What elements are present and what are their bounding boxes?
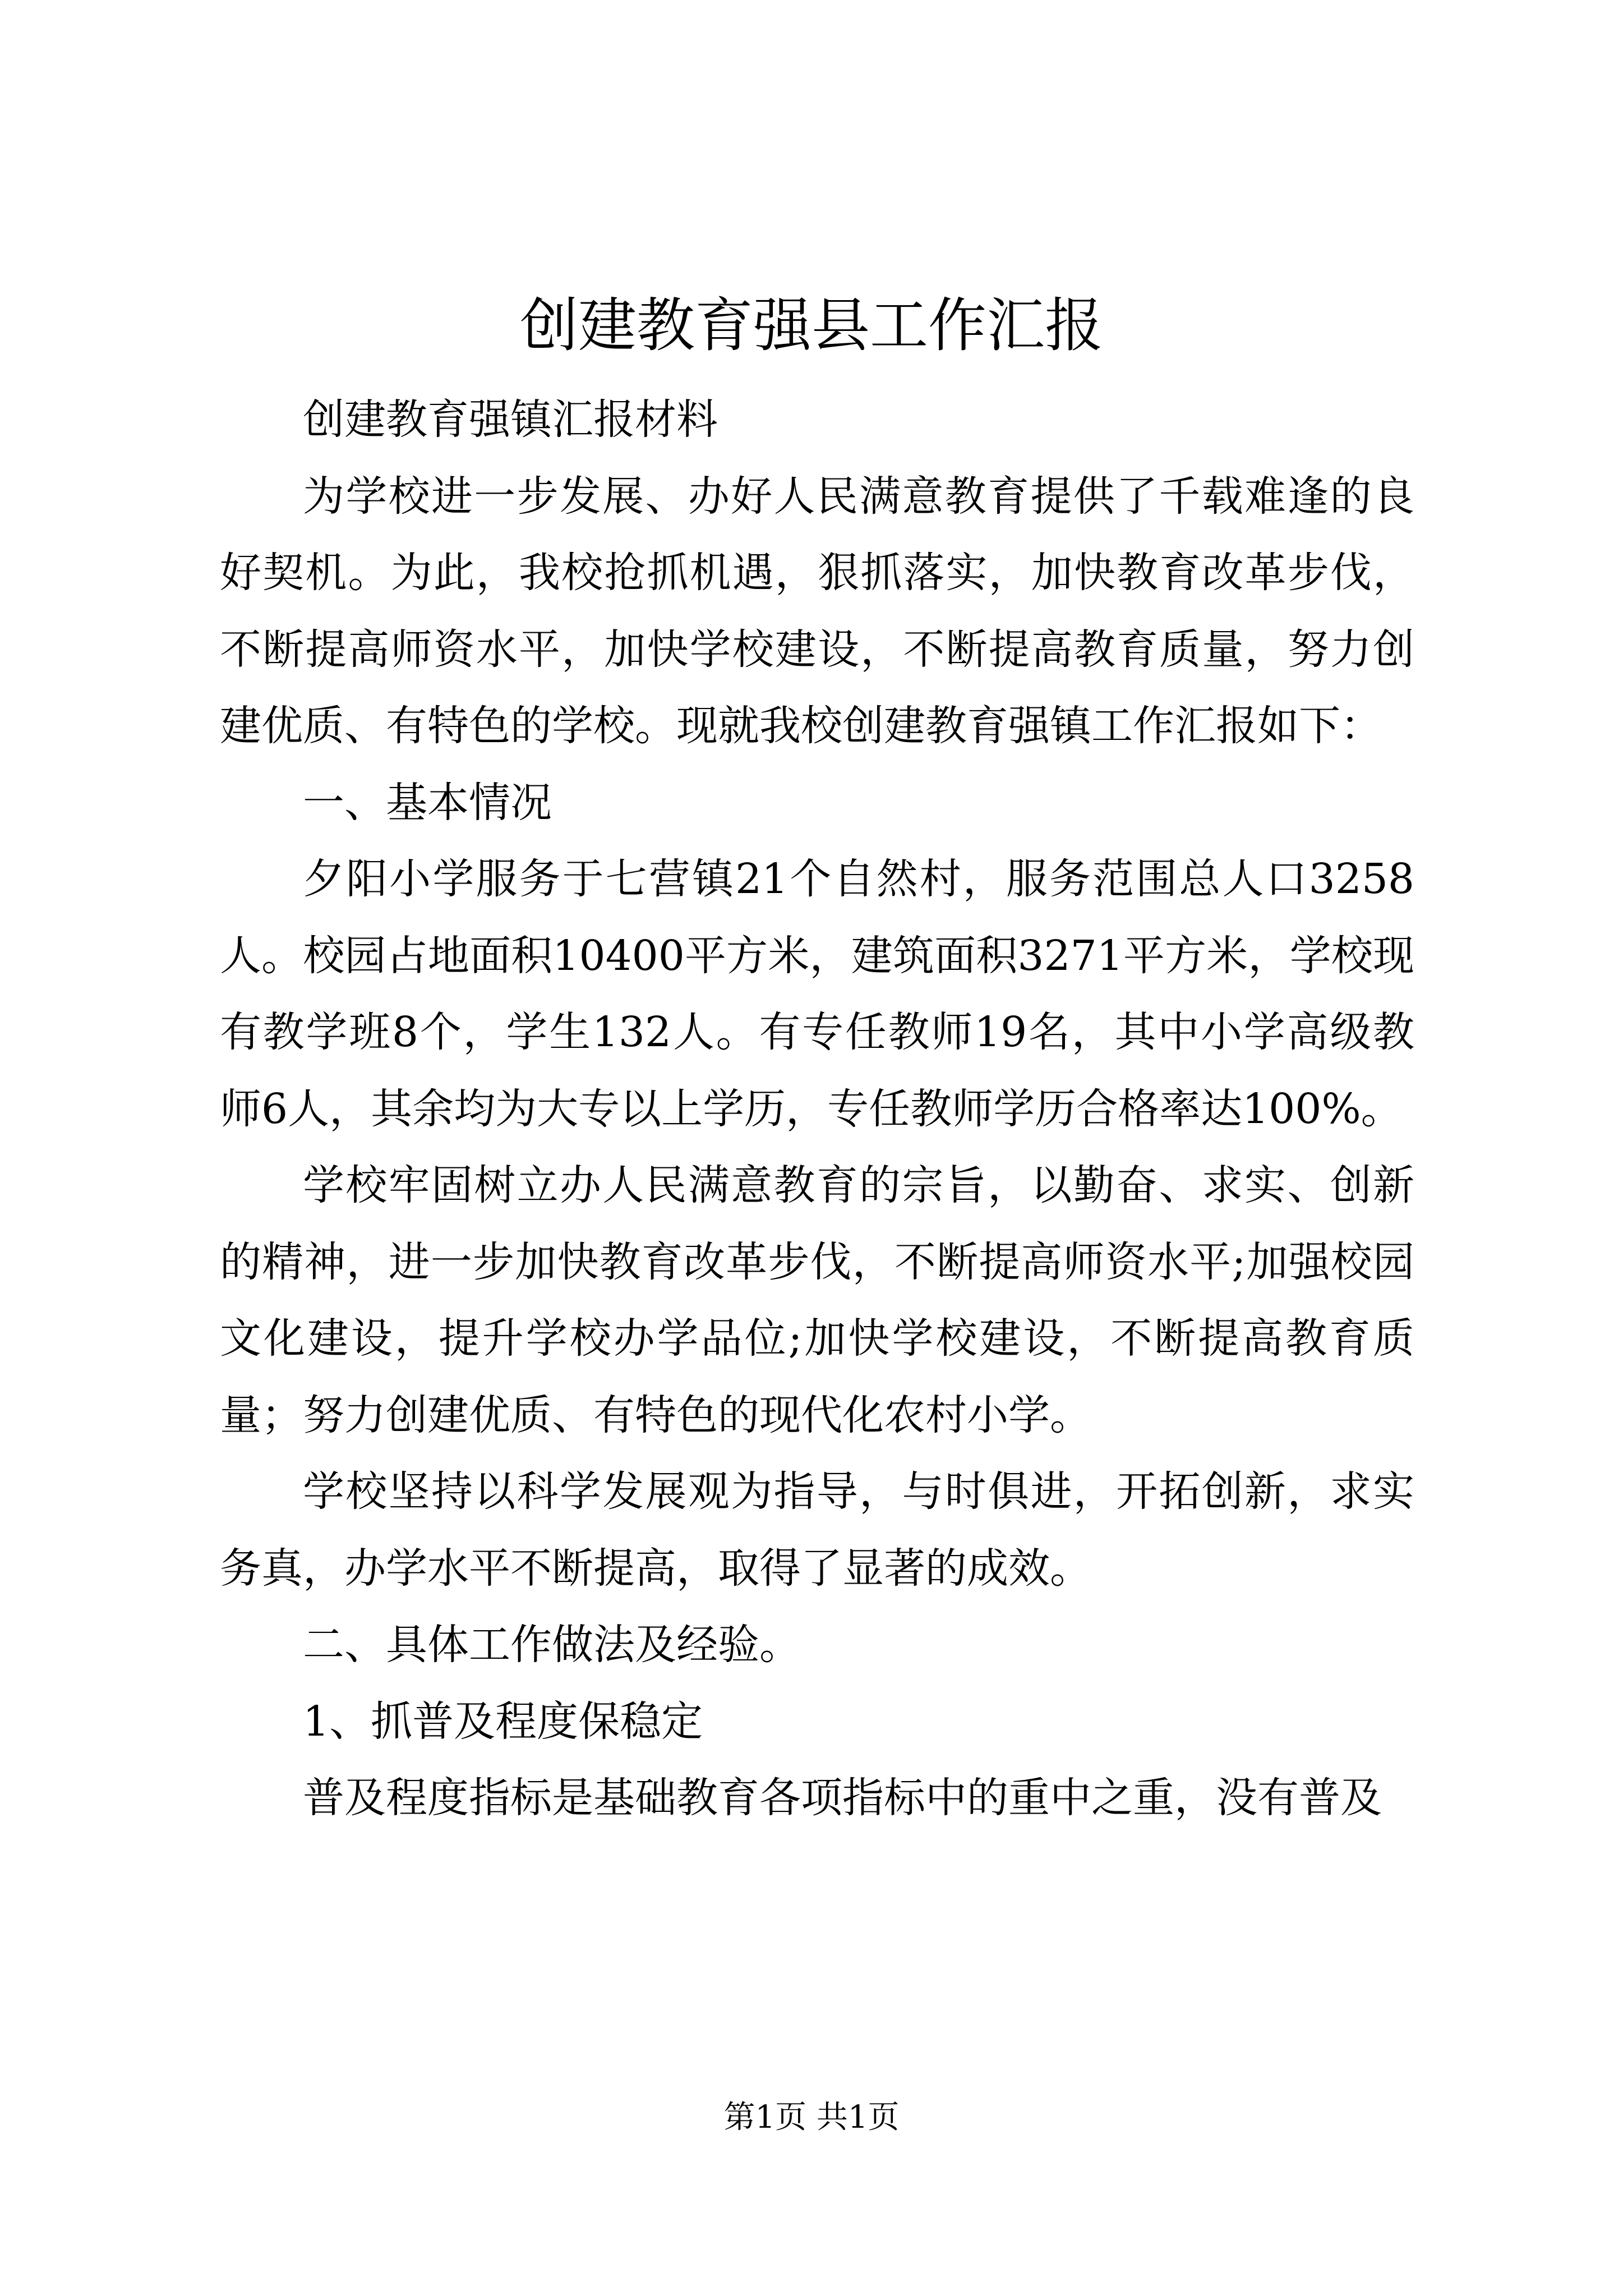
paragraph-intro: 为学校进一步发展、办好人民满意教育提供了千载难逢的良好契机。为此，我校抢抓机遇，狠抓落实，加快教育改革步伐，不断提高师资水平，加快学校建设，不断提高教育质量，努力创建优质、有特色的学校。现就我校创建教育强镇工作汇报如下： xyxy=(220,472,1414,750)
document-body xyxy=(220,381,1414,1837)
section-heading-practice: 二、具体工作做法及经验。 xyxy=(303,1621,801,1669)
paragraph-school-aim: 学校牢固树立办人民满意教育的宗旨，以勤奋、求实、创新的精神，进一步加快教育改革步伐，不断提高师资水平;加强校园文化建设，提升学校办学品位;加快学校建设，不断提高教育质量；努力创建优质、有特色的现代化农村小学。 xyxy=(220,1161,1414,1439)
page-number-footer: 第1页 共1页 xyxy=(723,2099,900,2136)
section-heading-basic: 一、基本情况 xyxy=(303,778,552,827)
paragraph-popularization: 普及程度指标是基础教育各项指标中的重中之重，没有普及 xyxy=(303,1774,1382,1822)
paragraph-school-progress: 学校坚持以科学发展观为指导，与时俱进，开拓创新，求实务真，办学水平不断提高，取得了显著的成效。 xyxy=(220,1467,1414,1593)
document-title: 创建教育强县工作汇报 xyxy=(519,291,1103,360)
paragraph-basic-info: 夕阳小学服务于七营镇21个自然村，服务范围总人口3258人。校园占地面积10400平方米，建筑面积3271平方米，学校现有教学班8个，学生132人。有专任教师19名，其中小学高级教师6人，其余均为大专以上学历，专任教师学历合格率达100%。 xyxy=(220,855,1414,1133)
paragraph-subtitle: 创建教育强镇汇报材料 xyxy=(303,395,718,444)
subsection-heading-1: 1、抓普及程度保稳定 xyxy=(303,1697,703,1746)
